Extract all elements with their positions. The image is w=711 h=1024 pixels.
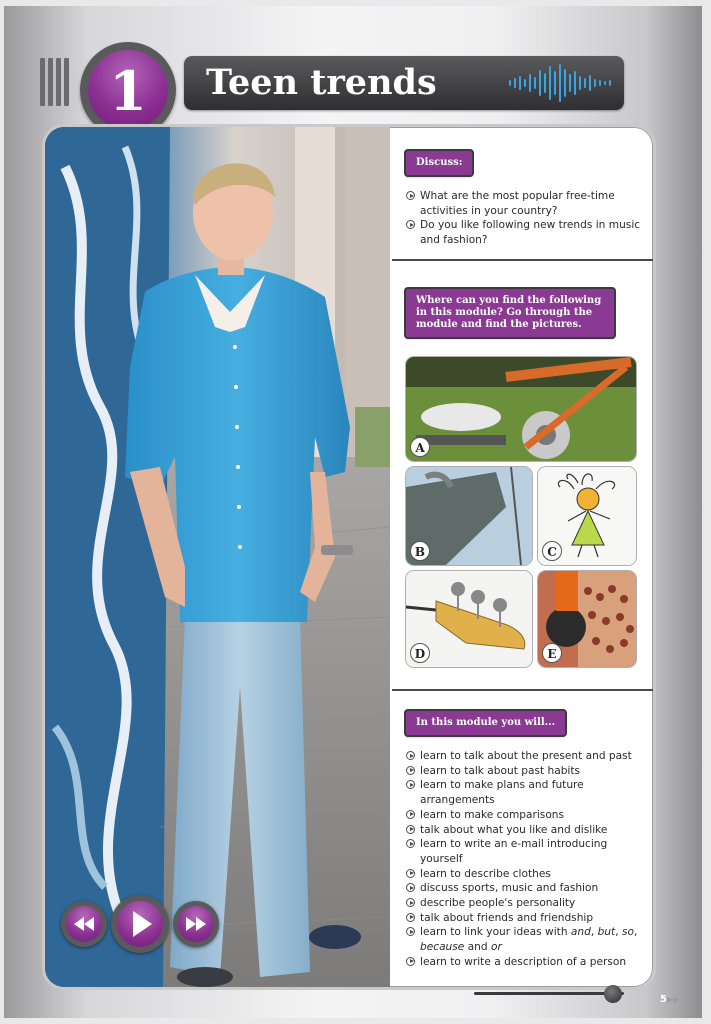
play-button[interactable] <box>111 895 169 953</box>
discuss-label: Discuss: <box>406 151 472 175</box>
list-item: talk about friends and friendship <box>406 911 651 926</box>
list-item: learn to make plans and future arrangements <box>406 778 651 807</box>
play-icon <box>117 901 163 947</box>
list-item: discuss sports, music and fashion <box>406 881 651 896</box>
rewind-icon <box>66 906 102 942</box>
discuss-list <box>406 189 651 248</box>
progress-track <box>474 992 624 995</box>
picture-b <box>406 467 532 565</box>
list-item: learn to talk about the present and past <box>406 749 651 764</box>
find-pictures-section <box>392 261 653 691</box>
progress-knob <box>604 985 622 1003</box>
list-item: learn to write an e-mail introducing yourself <box>406 837 651 866</box>
right-column <box>392 127 653 987</box>
picture-letter: E <box>542 643 562 663</box>
picture-letter: C <box>542 541 562 561</box>
module-title: Teen trends <box>206 62 437 103</box>
list-item: learn to describe clothes <box>406 867 651 882</box>
find-pictures-label: Where can you find the following in this module? Go through the module and find the pictures. <box>406 289 614 337</box>
module-goals-section <box>392 691 653 987</box>
list-item: learn to talk about past habits <box>406 764 651 779</box>
module-number: 1 <box>109 59 147 123</box>
list-item: Do you like following new trends in music and fashion? <box>406 218 651 247</box>
list-item: talk about what you like and dislike <box>406 823 651 838</box>
content-frame <box>42 124 656 990</box>
module-goals-label: In this module you will... <box>406 711 565 735</box>
bike-wheel-photo <box>406 357 636 461</box>
module-goals-list <box>406 749 651 970</box>
fast-forward-button[interactable] <box>173 901 219 947</box>
decorative-stripes <box>40 58 72 106</box>
list-item: What are the most popular free-time activities in your country? <box>406 189 651 218</box>
picture-a <box>406 357 636 461</box>
picture-letter: B <box>410 541 430 561</box>
picture-d <box>406 571 532 667</box>
discuss-section <box>392 127 653 261</box>
list-item: learn to write a description of a person <box>406 955 651 970</box>
picture-letter: D <box>410 643 430 663</box>
fast-forward-icon <box>178 906 214 942</box>
picture-c <box>538 467 636 565</box>
teen-boy-photo <box>45 127 390 987</box>
list-item: describe people's personality <box>406 896 651 911</box>
picture-letter: A <box>410 437 430 457</box>
picture-e <box>538 571 636 667</box>
textbook-page <box>4 6 702 1018</box>
list-item: learn to make comparisons <box>406 808 651 823</box>
list-item-link-ideas: learn to link your ideas with and, but, so, because and or <box>406 925 651 954</box>
next-page-icon: ▶▶ <box>666 995 680 1004</box>
sound-wave-icon <box>506 63 618 103</box>
page-number: 5▶▶ <box>660 994 680 1005</box>
rewind-button[interactable] <box>61 901 107 947</box>
module-title-bar <box>184 56 624 110</box>
